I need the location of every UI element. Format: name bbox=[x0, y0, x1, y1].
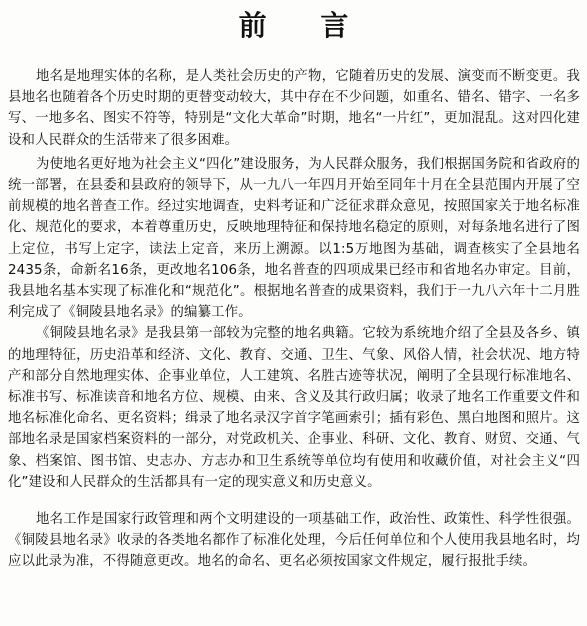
paragraph-4: 地名工作是国家行政管理和两个文明建设的一项基础工作，政治性、政策性、科学性很强。《铜陵县地名录》收录的各类地名都作了标准化处理，今后任何单位和个人使用我县地名时，均应以此录为准，不得随意更改。地名的命名、更名必须按国家文件规定，履行报批手续。 bbox=[8, 512, 580, 570]
paragraph-1: 地名是地理实体的名称，是人类社会历史的产物，它随着历史的发展、演变而不断变更。我县地名也随着各个历史时期的更替变动较大，其中存在不少问题，如重名、错名、错字、一名多写、一地多名、图实不符等，特别是“文化大革命”时期，地名“一片红”，更加混乱。这对四化建设和人民群众的生活带来了很多困难。 bbox=[8, 69, 580, 148]
page-title: 前 言 bbox=[238, 9, 371, 42]
paragraph-2: 为使地名更好地为社会主义“四化”建设服务，为人民群众服务，我们根据国务院和省政府的统一部署，在县委和县政府的领导下，从一九八一年四月开始至同年十月在全县范围内开展了空前规模的地名普查工作。经过实地调查，史料考证和广泛征求群众意见，按照国家关于地名标准化、规范化的要求，本着尊重历史，反映地理特征和保持地名稳定的原则，对每条地名进行了图上定位，书写上定字，读法上定音，来历上溯源。以1:5万地图为基础，调查核实了全县地名2435条，命新名16条，更改地名106条，地名普查的四项成果已经市和省地名办审定。目前，我县地名基本实现了标准化和“规范化”。根据地名普查的成果资料，我们于一九八六年十二月胜利完成了《铜陵县地名录》的编纂工作。 bbox=[8, 156, 580, 321]
preface-body bbox=[8, 66, 580, 573]
paragraph-3: 《铜陵县地名录》是我县第一部较为完整的地名典籍。它较为系统地介绍了全县及各乡、镇的地理特征，历史沿革和经济、文化、教育、交通、卫生、气象、风俗人情，社会状况、地方特产和部分自然地理实体、企事业单位，人工建筑、名胜古迹等状况，阐明了全县现行标准地名、标准书写、标准读音和地名方位、规模、由来、含义及其行政归属；收录了地名工作重要文件和地名标准化命名、更名资料；缉录了地名录汉字首字笔画索引；插有彩色、黑白地图和照片。这部地名录是国家档案资料的一部分，对党政机关、企事业、科研、文化、教育、财贸、交通、气象、档案馆、图书馆、史志办、方志办和卫生系统等单位均有使用和收藏价值，对社会主义“四化”建设和人民群众的生活都具有一定的现实意义和历史意义。 bbox=[8, 326, 580, 490]
